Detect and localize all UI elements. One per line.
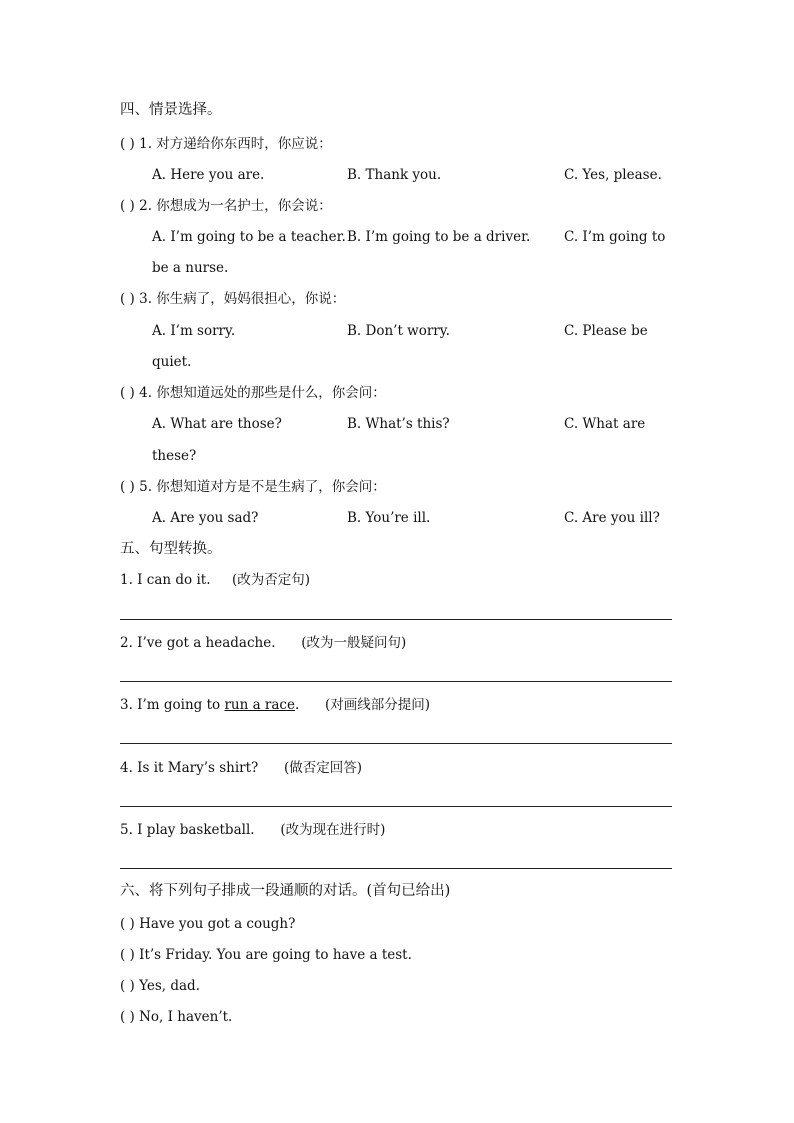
q2-option-c-continued: be a nurse. — [152, 260, 229, 276]
q3-option-c: C. Please be — [564, 323, 648, 339]
q2-option-a: A. I’m going to be a teacher. — [152, 229, 346, 245]
q1-option-c: C. Yes, please. — [564, 167, 662, 183]
answer-bracket[interactable]: ( ) 4. — [120, 385, 152, 401]
transform-item-3 — [120, 696, 430, 714]
answer-bracket[interactable]: ( ) 5. — [120, 479, 152, 495]
transform-item-1 — [120, 571, 310, 589]
question-3 — [120, 290, 345, 308]
q3-option-b: B. Don’t worry. — [347, 323, 450, 339]
q3-option-a: A. I’m sorry. — [152, 323, 236, 339]
dialogue-line-3: ( ) Yes, dad. — [120, 978, 200, 994]
q4-option-c-continued: these? — [152, 448, 197, 464]
answer-bracket[interactable]: ( ) 3. — [120, 291, 152, 307]
answer-line[interactable] — [120, 681, 672, 682]
q2-option-c: C. I’m going to — [564, 229, 666, 245]
answer-line[interactable] — [120, 868, 672, 869]
question-text: 你生病了，妈妈很担心，你说： — [156, 291, 346, 307]
dialogue-line-2: ( ) It’s Friday. You are going to have a test. — [120, 947, 412, 963]
q2-option-b: B. I’m going to be a driver. — [347, 229, 531, 245]
answer-line[interactable] — [120, 806, 672, 807]
question-text: 你想成为一名护士，你会说： — [156, 198, 332, 214]
q1-option-a: A. Here you are. — [152, 167, 265, 183]
q4-option-c: C. What are — [564, 416, 646, 432]
q5-option-b: B. You’re ill. — [347, 510, 431, 526]
question-2 — [120, 197, 332, 215]
sentence: 4. Is it Mary’s shirt? — [120, 760, 259, 776]
q1-option-b: B. Thank you. — [347, 167, 442, 183]
transform-item-4 — [120, 759, 362, 777]
q5-option-c: C. Are you ill? — [564, 510, 660, 526]
instruction: (改为一般疑问句) — [301, 635, 407, 651]
answer-bracket[interactable]: ( ) 1. — [120, 136, 152, 152]
transform-item-2 — [120, 634, 406, 652]
answer-line[interactable] — [120, 619, 672, 620]
sentence: 5. I play basketball. — [120, 822, 255, 838]
section-5-heading: 五、句型转换。 — [120, 541, 222, 557]
question-text: 你想知道对方是不是生病了，你会问： — [156, 479, 386, 495]
transform-item-5 — [120, 821, 385, 839]
instruction: (改为现在进行时) — [280, 822, 386, 838]
question-5 — [120, 478, 386, 496]
section-4-heading: 四、情景选择。 — [120, 102, 222, 118]
sentence: 1. I can do it. — [120, 572, 211, 588]
q4-option-b: B. What’s this? — [347, 416, 450, 432]
dialogue-line-1: ( ) Have you got a cough? — [120, 916, 296, 932]
sentence: 3. I’m going to — [120, 697, 225, 713]
instruction: (做否定回答) — [284, 760, 363, 776]
sentence-end: . — [294, 697, 300, 713]
answer-line[interactable] — [120, 743, 672, 744]
dialogue-line-4: ( ) No, I haven’t. — [120, 1009, 233, 1025]
sentence: 2. I’ve got a headache. — [120, 635, 276, 651]
question-4 — [120, 384, 386, 402]
answer-bracket[interactable]: ( ) 2. — [120, 198, 152, 214]
instruction: (对画线部分提问) — [325, 697, 431, 713]
q5-option-a: A. Are you sad? — [152, 510, 259, 526]
question-text: 对方递给你东西时，你应说： — [156, 136, 332, 152]
question-1 — [120, 135, 332, 153]
q3-option-c-continued: quiet. — [152, 354, 192, 370]
q4-option-a: A. What are those? — [152, 416, 282, 432]
underlined-phrase: run a race — [224, 697, 295, 713]
question-text: 你想知道远处的那些是什么，你会问： — [156, 385, 386, 401]
section-6-heading: 六、将下列句子排成一段通顺的对话。(首句已给出) — [120, 883, 451, 899]
instruction: (改为否定句) — [231, 572, 311, 588]
